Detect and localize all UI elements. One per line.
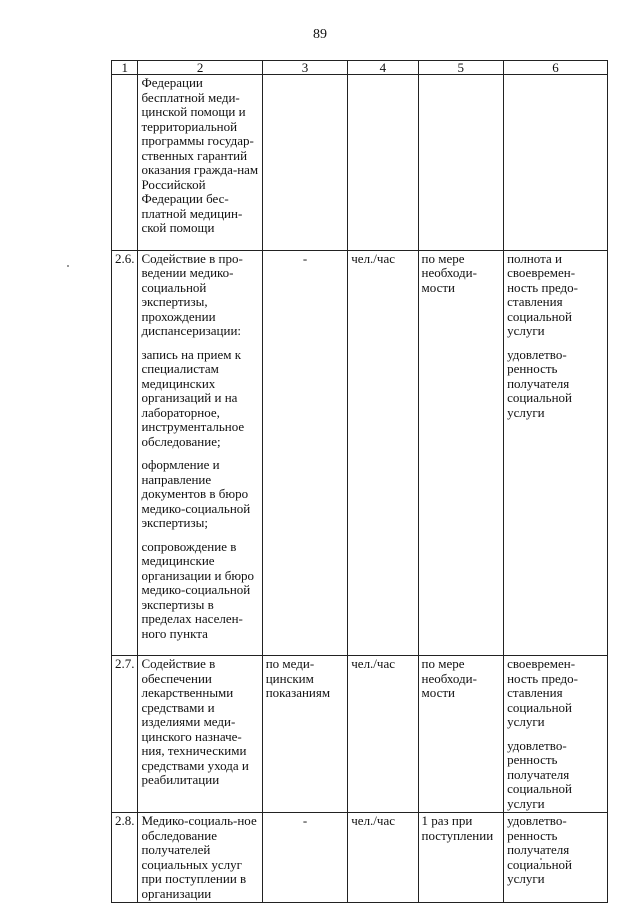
col5-cell: по мере необходи-мости (418, 250, 504, 656)
service-cell (138, 656, 262, 813)
header-cell: 1 (112, 61, 138, 75)
scan-speck (67, 265, 69, 267)
table-row (112, 250, 608, 656)
col4-cell (348, 75, 418, 251)
service-cell: Федерации бесплатной меди-цинской помощи и территориальной программы государ-ственных гарантий оказания гражда-нам Российской Федерации бес-платной медицин-ской помощи (138, 75, 262, 251)
table-row (112, 656, 608, 813)
header-row (112, 61, 608, 75)
header-cell: 3 (262, 61, 348, 75)
col3-cell: по меди-цинским показаниям (262, 656, 348, 813)
service-text: сопровождение в медицинские организации и бюро медико-социальной экспертизы в пределах населен-ного пункта (141, 538, 255, 641)
table-row (112, 813, 608, 903)
col6-cell (504, 656, 608, 813)
col6-cell (504, 813, 608, 903)
criterion-text: удовлетво-ренность получателя социальной услуги (507, 346, 572, 420)
criterion-text: своевремен-ность предо-ставления социальной услуги (507, 656, 578, 729)
col5-cell: по мере необходи-мости (418, 656, 504, 813)
col6-cell (504, 75, 608, 251)
col3-cell: - (262, 813, 348, 903)
service-text: Содействие в обеспечении лекарственными средствами и изделиями меди-цинского назначе-ния, техническими средствами ухода и реабилитации (141, 656, 249, 787)
service-text: оформление и направление документов в бюро медико-социальной экспертизы; (141, 457, 251, 530)
criterion-text: удовлетво-ренность получателя социальной услуги (507, 813, 572, 886)
col5-cell (418, 75, 504, 251)
header-cell: 2 (138, 61, 262, 75)
service-cell (138, 250, 262, 656)
col3-cell: - (262, 250, 348, 656)
table-row-continuation (112, 75, 608, 251)
header-cell: 5 (418, 61, 504, 75)
row-number-cell: 2.8. (112, 813, 138, 903)
row-number-cell: 2.6. (112, 250, 138, 656)
col3-cell (262, 75, 348, 251)
services-table (111, 60, 608, 903)
col6-cell (504, 250, 608, 656)
header-cell: 4 (348, 61, 418, 75)
criterion-text: удовлетво-ренность получателя социальной услуги (507, 737, 572, 811)
service-cell (138, 813, 262, 903)
header-cell: 6 (504, 61, 608, 75)
col5-cell: 1 раз при поступлении (418, 813, 504, 903)
service-text: Содействие в про-ведении медико-социальной экспертизы, прохождении диспансеризации: (141, 250, 243, 338)
service-text: запись на прием к специалистам медицинских организаций и на лабораторное, инструментальное обследование; (141, 346, 245, 449)
col4-cell: чел./час (348, 250, 418, 656)
col4-cell: чел./час (348, 656, 418, 813)
criterion-text: полнота и своевремен-ность предо-ставления социальной услуги (507, 250, 578, 338)
col4-cell: чел./час (348, 813, 418, 903)
service-text: Медико-социаль-ное обследование получателей социальных услуг при поступлении в организации (141, 813, 257, 901)
row-number-cell (112, 75, 138, 251)
page-number: 89 (313, 27, 327, 42)
row-number-cell: 2.7. (112, 656, 138, 813)
